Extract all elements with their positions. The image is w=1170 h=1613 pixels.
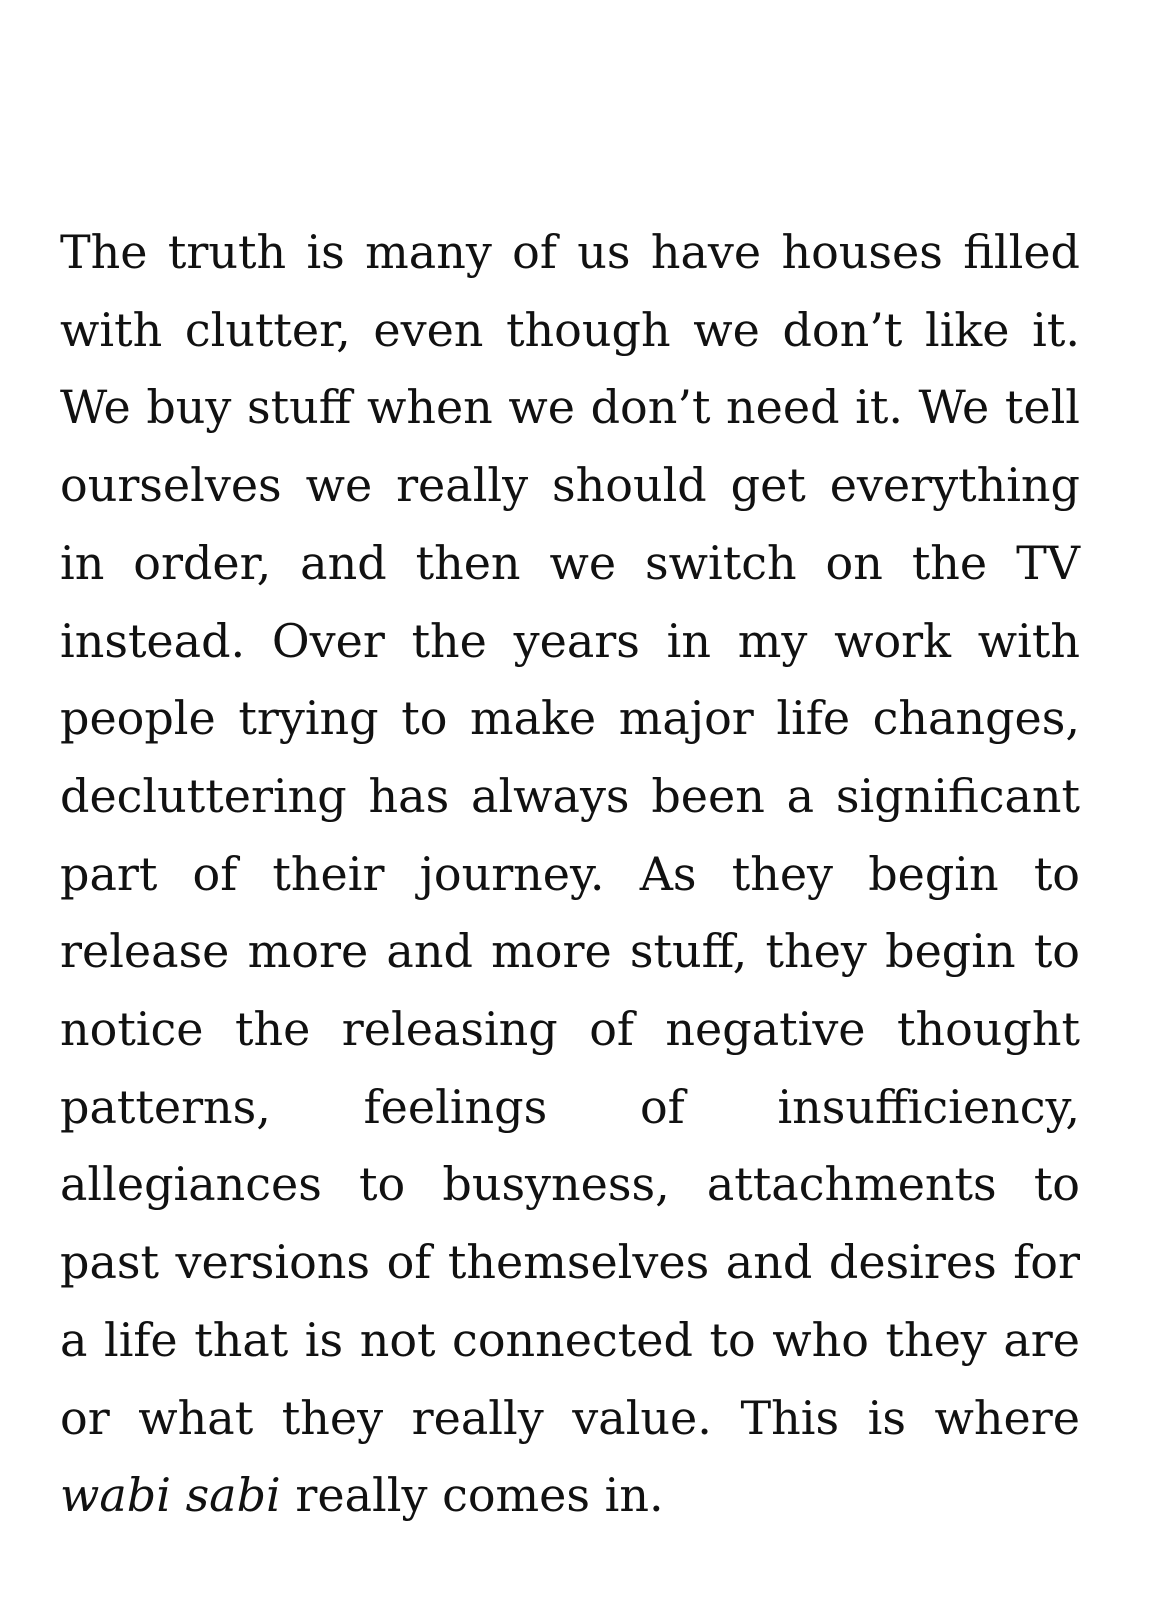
body-paragraph [60, 214, 1080, 1535]
paragraph-text-end: really comes in. [280, 1468, 664, 1523]
emphasized-phrase: wabi sabi [60, 1468, 281, 1523]
paragraph-text-start: The truth is many of us have houses filled with clutter, even though we don’t like it. We buy stuff when we don’t need it. We tell ourselves we really should get everything in order, and then we switch on the TV instead. Over the years in my work with people trying to make major life changes, decluttering has always been a significant part of their journey. As they begin to release more and more stuff, they begin to notice the releasing of negative thought patterns, feelings of insufficiency, allegiances to busyness, attachments to past versions of themselves and desires for a life that is not connected to who they are or what they really value. This is where [60, 225, 1080, 1445]
